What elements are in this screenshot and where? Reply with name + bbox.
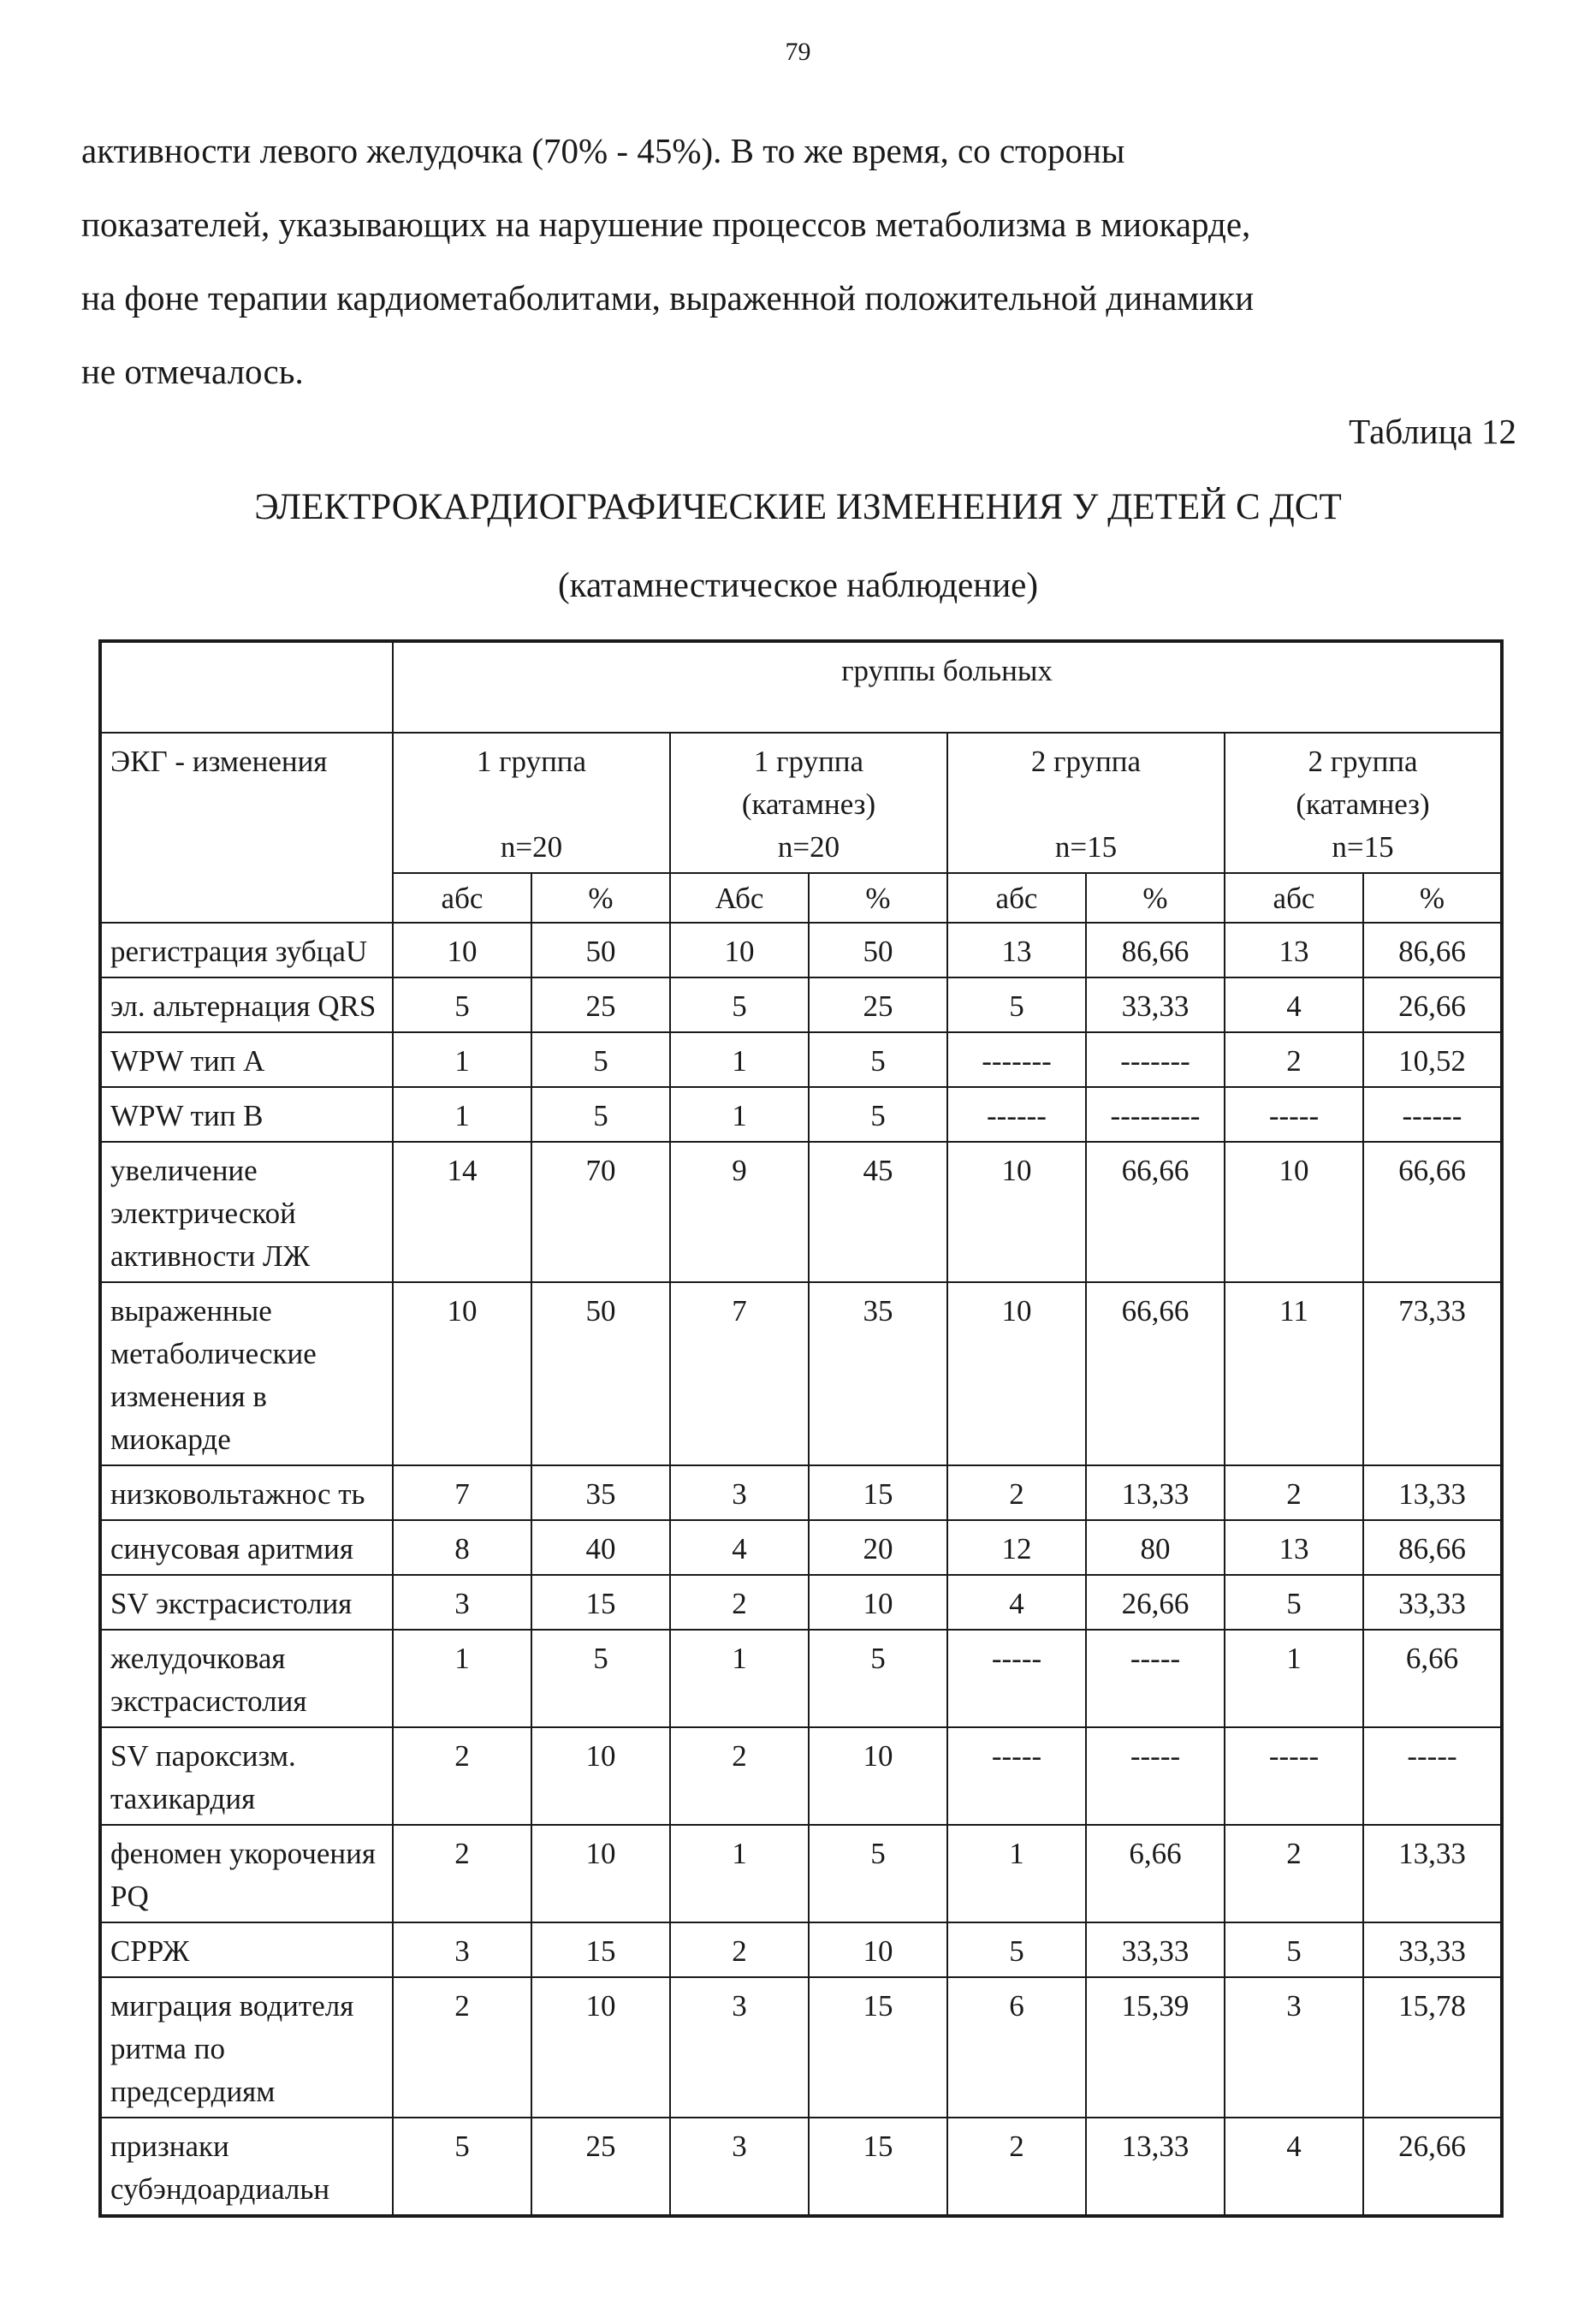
groups-header: группы больных [393, 641, 1502, 733]
value-cell: 26,66 [1363, 977, 1502, 1032]
value-cell: 2 [393, 1977, 531, 2118]
table-row [100, 1922, 1502, 1977]
value-cell: 70 [531, 1142, 670, 1282]
subheader-cell: % [1086, 873, 1225, 923]
value-cell: 4 [670, 1520, 809, 1575]
table-row [100, 977, 1502, 1032]
value-cell: 45 [809, 1142, 947, 1282]
value-cell: 8 [393, 1520, 531, 1575]
value-cell: 5 [809, 1087, 947, 1142]
value-cell: 1 [947, 1825, 1086, 1922]
value-cell: 5 [809, 1630, 947, 1727]
value-cell: 1 [670, 1825, 809, 1922]
subheader-cell: % [809, 873, 947, 923]
value-cell: 2 [1225, 1465, 1363, 1520]
value-cell: 1 [393, 1032, 531, 1087]
value-cell: 3 [1225, 1977, 1363, 2118]
value-cell: 5 [947, 1922, 1086, 1977]
value-cell: 2 [670, 1922, 809, 1977]
value-cell: ----- [1363, 1727, 1502, 1825]
value-cell: 66,66 [1086, 1142, 1225, 1282]
value-cell: 10 [531, 1727, 670, 1825]
table-row [100, 1825, 1502, 1922]
value-cell: 4 [947, 1575, 1086, 1630]
group-n: n=15 [1332, 830, 1394, 864]
table-row [100, 1977, 1502, 2118]
value-cell: ------- [1086, 1032, 1225, 1087]
paragraph-line: на фоне терапии кардиометаболитами, выраженной положительной динамики [81, 278, 1255, 318]
value-cell: ----- [1086, 1630, 1225, 1727]
value-cell: ------ [947, 1087, 1086, 1142]
value-cell: ----- [947, 1630, 1086, 1727]
table-row [100, 1087, 1502, 1142]
value-cell: 86,66 [1086, 923, 1225, 977]
value-cell: 66,66 [1086, 1282, 1225, 1465]
group-name: 1 группа [753, 745, 864, 778]
value-cell: 2 [393, 1727, 531, 1825]
value-cell: 1 [1225, 1630, 1363, 1727]
group-header-row [100, 733, 1502, 873]
value-cell: 35 [531, 1465, 670, 1520]
value-cell: 15 [809, 2118, 947, 2216]
value-cell: 13 [1225, 1520, 1363, 1575]
group-note: (катамнез) [741, 787, 876, 821]
group-n: n=15 [1054, 830, 1118, 864]
row-label: регистрация зубцаU [100, 923, 393, 977]
value-cell: 15 [809, 1977, 947, 2118]
value-cell: 25 [531, 2118, 670, 2216]
value-cell: ----- [947, 1727, 1086, 1825]
value-cell: 33,33 [1086, 977, 1225, 1032]
row-label: признаки субэндоардиальн [100, 2118, 393, 2216]
ecg-table [98, 639, 1504, 2218]
value-cell: 2 [947, 2118, 1086, 2216]
value-cell: 10 [393, 1282, 531, 1465]
value-cell: 14 [393, 1142, 531, 1282]
value-cell: 10 [809, 1727, 947, 1825]
value-cell: ------- [947, 1032, 1086, 1087]
table-title: ЭЛЕКТРОКАРДИОГРАФИЧЕСКИЕ ИЗМЕНЕНИЯ У ДЕТЕЙ С ДСТ [254, 487, 1342, 527]
group-header [1225, 733, 1502, 873]
value-cell: 11 [1225, 1282, 1363, 1465]
subheader-cell: % [1363, 873, 1502, 923]
value-cell: 3 [670, 2118, 809, 2216]
group-note [955, 783, 1217, 826]
value-cell: 13,33 [1363, 1465, 1502, 1520]
value-cell: 33,33 [1086, 1922, 1225, 1977]
value-cell: 5 [809, 1032, 947, 1087]
value-cell: 2 [393, 1825, 531, 1922]
table-row [100, 1282, 1502, 1465]
value-cell: 15 [809, 1465, 947, 1520]
row-label: низковольтажнос ть [100, 1465, 393, 1520]
value-cell: 10,52 [1363, 1032, 1502, 1087]
row-label: эл. альтернация QRS [100, 977, 393, 1032]
value-cell: 5 [531, 1032, 670, 1087]
value-cell: 33,33 [1363, 1575, 1502, 1630]
value-cell: 3 [393, 1922, 531, 1977]
value-cell: 5 [947, 977, 1086, 1032]
value-cell: 15 [531, 1575, 670, 1630]
value-cell: 6,66 [1363, 1630, 1502, 1727]
value-cell: ----- [1225, 1727, 1363, 1825]
empty-corner-cell [100, 641, 393, 733]
value-cell: ----- [1086, 1727, 1225, 1825]
table-row [100, 1465, 1502, 1520]
row-label: феномен укорочения PQ [100, 1825, 393, 1922]
table-row [100, 1727, 1502, 1825]
value-cell: ----- [1225, 1087, 1363, 1142]
value-cell: 33,33 [1363, 1922, 1502, 1977]
value-cell: 15,78 [1363, 1977, 1502, 2118]
row-label: выраженные метаболические изменения в миокарде [100, 1282, 393, 1465]
value-cell: 2 [670, 1575, 809, 1630]
group-name: 2 группа [1308, 745, 1418, 778]
row-label: СРРЖ [100, 1922, 393, 1977]
value-cell: ------ [1363, 1087, 1502, 1142]
row-label: желудочковая экстрасистолия [100, 1630, 393, 1727]
table-row [100, 1142, 1502, 1282]
value-cell: 5 [1225, 1575, 1363, 1630]
group-note: (катамнез) [1296, 787, 1430, 821]
value-cell: 50 [531, 1282, 670, 1465]
value-cell: 13 [1225, 923, 1363, 977]
value-cell: 25 [531, 977, 670, 1032]
table-body [100, 641, 1502, 2216]
row-header: ЭКГ - изменения [100, 733, 393, 923]
row-label: увеличение электрической активности ЛЖ [100, 1142, 393, 1282]
value-cell: 20 [809, 1520, 947, 1575]
value-cell: 6 [947, 1977, 1086, 2118]
value-cell: 5 [393, 2118, 531, 2216]
value-cell: 10 [531, 1825, 670, 1922]
value-cell: --------- [1086, 1087, 1225, 1142]
value-cell: 3 [670, 1977, 809, 2118]
value-cell: 1 [670, 1087, 809, 1142]
group-header [670, 733, 947, 873]
value-cell: 26,66 [1086, 1575, 1225, 1630]
value-cell: 86,66 [1363, 1520, 1502, 1575]
subheader-cell: абс [947, 873, 1086, 923]
value-cell: 3 [670, 1465, 809, 1520]
value-cell: 50 [531, 923, 670, 977]
row-label: WPW тип А [100, 1032, 393, 1087]
value-cell: 50 [809, 923, 947, 977]
subheader-cell: абс [1225, 873, 1363, 923]
value-cell: 9 [670, 1142, 809, 1282]
value-cell: 5 [531, 1630, 670, 1727]
value-cell: 7 [670, 1282, 809, 1465]
subheader-cell: % [531, 873, 670, 923]
group-note [400, 783, 662, 826]
group-n: n=20 [777, 830, 840, 864]
table-row [100, 1575, 1502, 1630]
value-cell: 10 [809, 1922, 947, 1977]
subheader-cell: абс [393, 873, 531, 923]
value-cell: 13,33 [1363, 1825, 1502, 1922]
table-row [100, 2118, 1502, 2216]
value-cell: 66,66 [1363, 1142, 1502, 1282]
subheader-cell: Абс [670, 873, 809, 923]
value-cell: 10 [1225, 1142, 1363, 1282]
group-name: 1 группа [476, 745, 587, 778]
value-cell: 5 [809, 1825, 947, 1922]
row-label: SV пароксизм. тахикардия [100, 1727, 393, 1825]
table-row [100, 1520, 1502, 1575]
value-cell: 1 [393, 1087, 531, 1142]
table-label: Таблица 12 [1349, 412, 1516, 451]
value-cell: 1 [670, 1630, 809, 1727]
value-cell: 80 [1086, 1520, 1225, 1575]
value-cell: 10 [670, 923, 809, 977]
value-cell: 3 [393, 1575, 531, 1630]
value-cell: 5 [531, 1087, 670, 1142]
value-cell: 10 [947, 1282, 1086, 1465]
value-cell: 26,66 [1363, 2118, 1502, 2216]
value-cell: 25 [809, 977, 947, 1032]
group-name: 2 группа [1030, 745, 1142, 778]
value-cell: 6,66 [1086, 1825, 1225, 1922]
value-cell: 13 [947, 923, 1086, 977]
page-number: 79 [785, 38, 811, 66]
row-label: синусовая аритмия [100, 1520, 393, 1575]
row-label: миграция водителя ритма по предсердиям [100, 1977, 393, 2118]
value-cell: 5 [1225, 1922, 1363, 1977]
value-cell: 5 [393, 977, 531, 1032]
value-cell: 86,66 [1363, 923, 1502, 977]
value-cell: 40 [531, 1520, 670, 1575]
value-cell: 4 [1225, 977, 1363, 1032]
row-label: SV экстрасистолия [100, 1575, 393, 1630]
value-cell: 12 [947, 1520, 1086, 1575]
value-cell: 35 [809, 1282, 947, 1465]
value-cell: 13,33 [1086, 1465, 1225, 1520]
value-cell: 1 [393, 1630, 531, 1727]
value-cell: 10 [947, 1142, 1086, 1282]
paragraph-line: активности левого желудочка (70% - 45%). В то же время, со стороны [81, 131, 1125, 170]
paragraph-line: не отмечалось. [81, 352, 304, 391]
value-cell: 2 [1225, 1032, 1363, 1087]
group-header [393, 733, 670, 873]
row-label: WPW тип В [100, 1087, 393, 1142]
table-row [100, 923, 1502, 977]
value-cell: 5 [670, 977, 809, 1032]
paragraph-line: показателей, указывающих на нарушение процессов метаболизма в миокарде, [81, 205, 1251, 244]
value-cell: 10 [393, 923, 531, 977]
groups-header-row [100, 641, 1502, 733]
group-header [947, 733, 1225, 873]
table-row [100, 1630, 1502, 1727]
value-cell: 2 [670, 1727, 809, 1825]
value-cell: 2 [947, 1465, 1086, 1520]
value-cell: 4 [1225, 2118, 1363, 2216]
group-n: n=20 [500, 830, 563, 864]
value-cell: 1 [670, 1032, 809, 1087]
value-cell: 15,39 [1086, 1977, 1225, 2118]
value-cell: 10 [809, 1575, 947, 1630]
value-cell: 10 [531, 1977, 670, 2118]
value-cell: 7 [393, 1465, 531, 1520]
body-paragraph [81, 114, 1519, 408]
table-row [100, 1032, 1502, 1087]
value-cell: 15 [531, 1922, 670, 1977]
value-cell: 13,33 [1086, 2118, 1225, 2216]
value-cell: 2 [1225, 1825, 1363, 1922]
table-subtitle: (катамнестическое наблюдение) [558, 565, 1038, 604]
value-cell: 73,33 [1363, 1282, 1502, 1465]
